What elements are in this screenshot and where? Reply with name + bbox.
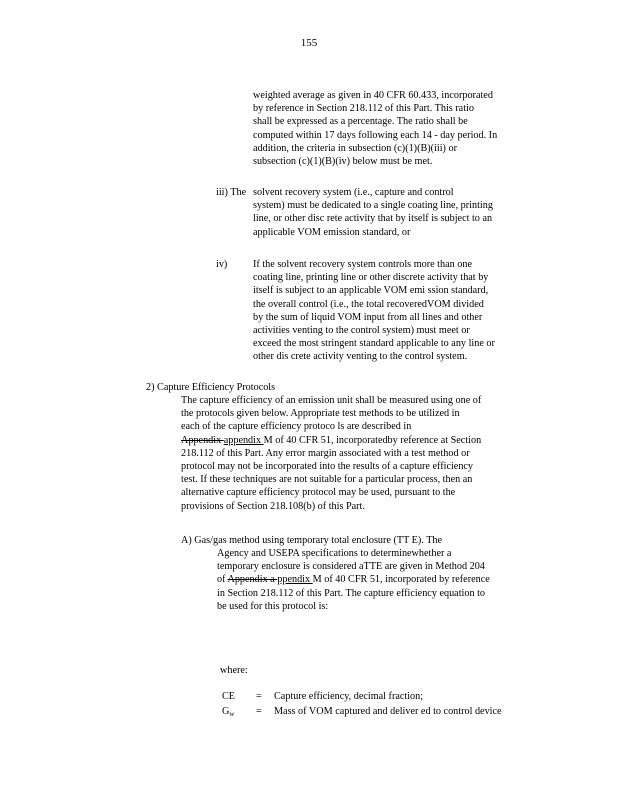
- section-2-heading: 2) Capture Efficiency Protocols: [146, 382, 276, 393]
- text-line: test. If these techniques are not suitable for a particular process, then an: [181, 474, 473, 486]
- definition-equals: =: [256, 691, 262, 702]
- text-line: exceed the most stringent standard applicable to any line or: [253, 338, 495, 350]
- definition-text: Mass of VOM captured and deliver ed to control device: [274, 706, 502, 717]
- text-line: the overall control (i.e., the total recoveredVOM divided: [253, 298, 484, 310]
- text-line: alternative capture efficiency protocol may be used, pursuant to the: [181, 487, 456, 499]
- item-iii-label: iii) The: [216, 187, 247, 198]
- text-line: itself is subject to an applicable VOM emi ssion standard,: [253, 285, 489, 297]
- paragraph-continuation: [253, 89, 497, 168]
- text-line: line, or other disc rete activity that by itself is subject to an: [253, 213, 493, 225]
- text-fragment: M of 40 CFR 51, incorporatedby reference at Section: [263, 434, 482, 446]
- text-line-with-edit: [181, 434, 481, 447]
- item-iv-text: [253, 258, 495, 364]
- definition-row: [222, 705, 234, 718]
- text-line: The capture efficiency of an emission unit shall be measured using one of: [181, 395, 482, 406]
- text-line: shall be expressed as a percentage. The ratio shall be: [253, 116, 468, 128]
- item-iv-label: iv): [216, 259, 228, 270]
- text-line: the protocols given below. Appropriate test methods to be utilized in: [181, 408, 460, 420]
- text-line-with-edit: [217, 573, 490, 586]
- definition-symbol: G: [222, 706, 230, 717]
- text-line: temporary enclosure is considered aTTE are given in Method 204: [217, 561, 485, 573]
- item-a-body: [217, 547, 490, 613]
- text-line: other dis crete activity venting to the control system.: [253, 351, 468, 363]
- inserted-text: appendix: [223, 434, 264, 446]
- text-line: coating line, printing line or other discrete activity that by: [253, 272, 489, 284]
- text-line: system) must be dedicated to a single coating line, printing: [253, 200, 493, 212]
- text-line: activities venting to the control system) must meet or: [253, 325, 470, 337]
- text-line: If the solvent recovery system controls more than one: [253, 259, 472, 270]
- text-line: provisions of Section 218.108(b) of this Part.: [181, 500, 365, 512]
- text-line: 218.112 of this Part. Any error margin associated with a test method or: [181, 447, 470, 459]
- struck-text: Appendix: [181, 434, 224, 446]
- text-line: Agency and USEPA specifications to determinewhether a: [217, 548, 452, 559]
- text-line: solvent recovery system (i.e., capture and control: [253, 187, 454, 198]
- text-fragment: M of 40 CFR 51, incorporated by reference: [312, 574, 490, 586]
- section-2-body: [181, 394, 481, 513]
- definition-equals: =: [256, 706, 262, 717]
- page-number: 155: [300, 37, 318, 49]
- text-line: each of the capture efficiency protoco ls are described in: [181, 421, 412, 433]
- text-line: by the sum of liquid VOM input from all lines and other: [253, 311, 483, 323]
- item-iii-text: [253, 186, 493, 239]
- text-fragment: of: [217, 574, 228, 586]
- text-line: subsection (c)(1)(B)(iv) below must be met.: [253, 156, 433, 168]
- definition-row: [222, 690, 235, 703]
- item-a-first-line: A) Gas/gas method using temporary total enclosure (TT E). The: [181, 535, 443, 546]
- text-line: protocol may not be incorporated into the results of a capture efficiency: [181, 461, 474, 473]
- definition-text: Capture efficiency, decimal fraction;: [274, 691, 424, 702]
- text-line: by reference in Section 218.112 of this Part. This ratio: [253, 103, 474, 115]
- struck-text: Appendix a: [227, 574, 278, 586]
- text-line: weighted average as given in 40 CFR 60.433, incorporated: [253, 90, 493, 101]
- text-line: in Section 218.112 of this Part. The capture efficiency equation to: [217, 587, 486, 599]
- where-label: where:: [220, 665, 248, 676]
- definition-symbol: CE: [222, 691, 236, 702]
- inserted-text: ppendix: [277, 574, 313, 586]
- text-line: be used for this protocol is:: [217, 600, 329, 612]
- definition-subscript: w: [229, 710, 235, 718]
- text-line: addition, the criteria in subsection (c)(1)(B)(iii) or: [253, 142, 457, 154]
- text-line: applicable VOM emission standard, or: [253, 226, 411, 238]
- text-line: computed within 17 days following each 14 - day period. In: [253, 129, 498, 141]
